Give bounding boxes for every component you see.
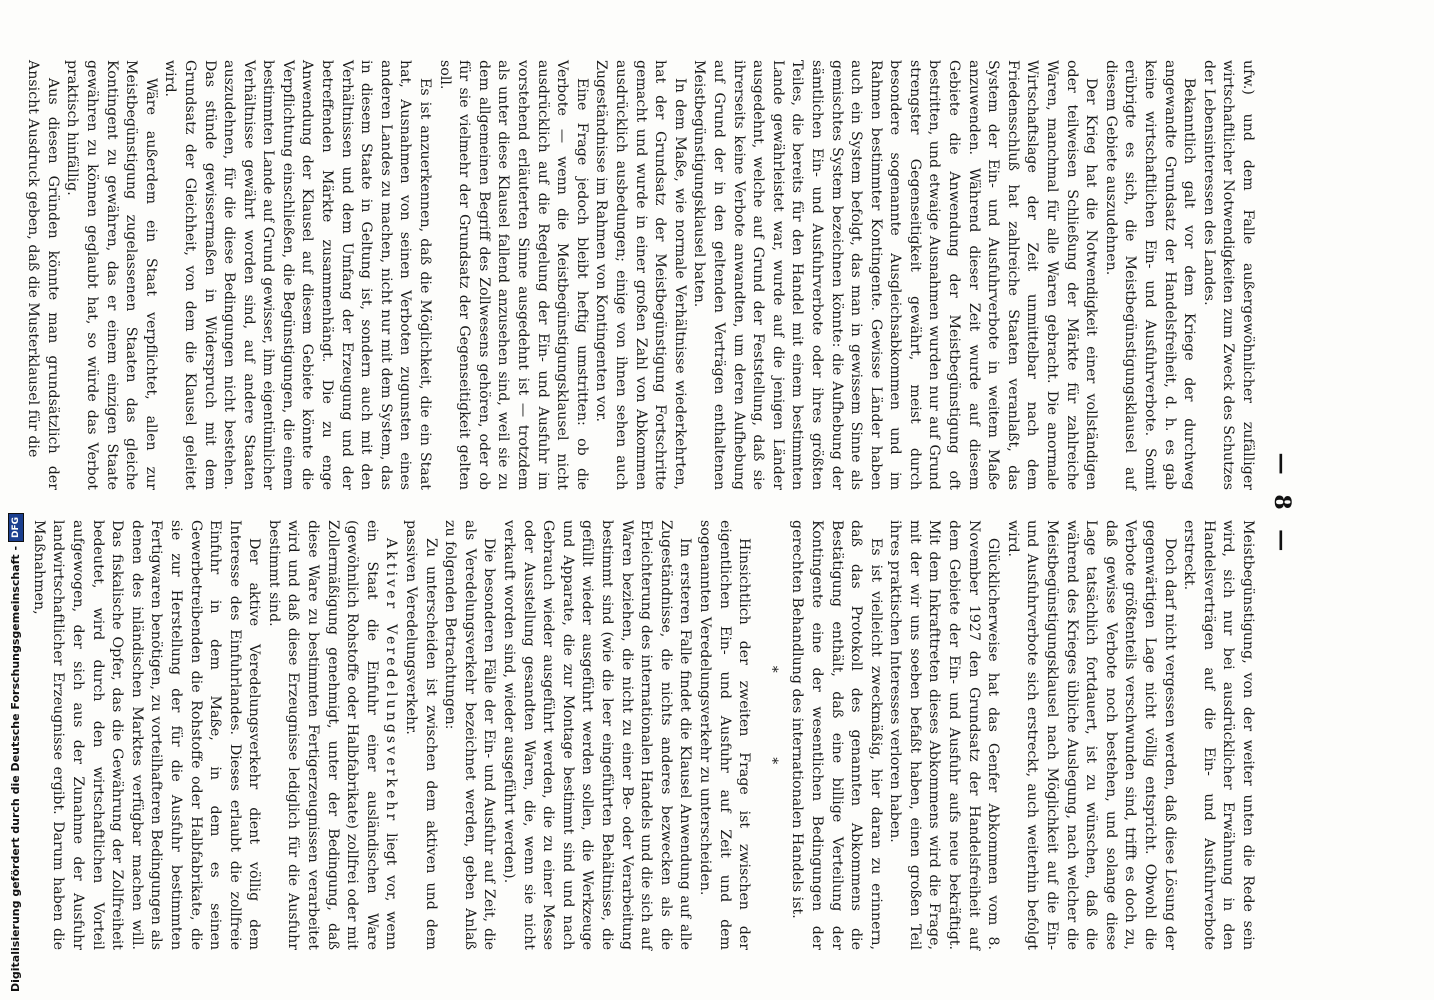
paragraph: Doch darf nicht vergessen werden, daß diese Lösung der gegenwärtigen Lage nicht völlig entspricht. Obwohl die Verbote größtenteils verschwunden sind, trifft es doch zu, daß gewisse Verbote noch bestehen, und solange diese Lage tatsächlich fortdauert, ist zu wünschen, daß die während des Krieges übliche Auslegung, nach welcher die Meistbegünstigungsklausel nach Möglichkeit auf die Ein- und Ausfuhrverbote sich erstreckt, auch weiterhin befolgt wird.: [1004, 520, 1178, 950]
paragraph: Bekanntlich galt vor dem Kriege der durchweg angewandte Grundsatz der Handelsfreiheit, d. h. es gab keine wirtschaftlichen Ein- und Ausfuhrverbote. Somit erübrigte es sich, die Meistbegünstigungsklausel auf diesem Gebiete auszudehnen.: [1102, 60, 1198, 490]
paragraph: Hinsichtlich der zweiten Frage ist zwischen der eigentlichen Ein- und Ausfuhr auf Zeit und dem sogenannten Veredelungsverkehr zu unterscheiden.: [696, 520, 753, 950]
section-separator: * *: [763, 665, 780, 805]
page-number: — 8 —: [1269, 452, 1295, 558]
scanned-page: [25, 60, 1295, 951]
emphasized-term: Aktiver Veredelungsverkehr: [383, 538, 400, 824]
paragraph: In dem Maße, wie normale Verhältnisse wiederkehrten, hat der Grundsatz der Meistbegünstigung Fortschritte gemacht und wurde in einer großen Zahl von Abkommen ausdrücklich ausbedungen; einige von ihnen sehen auch Zugeständnisse im Rahmen von Kontingenten vor.: [593, 60, 688, 490]
paragraph-text: liegt vor, wenn ein Staat die Einfuhr einer ausländischen Ware (gewöhnlich Rohstoffe oder Halbfabrikate) zollfrei oder mit Zollermäßigung genehmigt, unter der Bedingung, daß diese Ware zu bestimmten Fertigerzeugnissen verarbeitet wird und daß diese Erzeugnisse lediglich für die Ausfuhr bestimmt sind.: [265, 520, 400, 951]
stamp-text: Digitalisierung gefördert durch die Deutsche Forschungsgemeinschaft -: [9, 545, 22, 992]
paragraph: Aus diesen Gründen könnte man grundsätzlich der Ansicht Ausdruck geben, daß die Musterklausel für die: [25, 60, 61, 490]
paragraph: Zu unterscheiden ist zwischen dem aktiven und dem passiven Veredelungsverkehr.: [403, 520, 439, 950]
paragraph: Eine Frage jedoch bleibt heftig umstritten: ob die Verbote — wenn die Meistbegünstigungsklausel nicht ausdrücklich auf die Regelung der Ein- und Ausfuhr im vorstehend erläuterten Sinne ausgedehnt ist — trotzdem als unter diese Klausel fallend anzusehen sind, weil sie zu dem allgemeinen Begriff des Zollwesens gehören, oder ob für sie vielmehr der Grundsatz der Gegenseitigkeit gelten soll.: [436, 60, 590, 490]
left-column: [23, 60, 1257, 490]
paragraph: Wäre außerdem ein Staat verpflichtet, allen zur Meistbegünstigung zugelassenen Staaten das gleiche Kontingent zu gewähren, das er einem einzigen Staate gewähren zu können geglaubt hat, so würde das Verbot praktisch hinfällig.: [64, 60, 159, 490]
right-column: [28, 520, 1257, 950]
digitization-stamp: [2, 516, 24, 992]
dfg-logo-icon: DFG: [8, 513, 24, 542]
paragraph: Die besonderen Fälle der Ein- und Ausfuhr auf Zeit, die als Veredelungsverkehr bezeichnet werden, geben Anlaß zu folgenden Betrachtungen:: [442, 520, 498, 950]
paragraph: Es ist vielleicht zweckmäßig, hier daran zu erinnern, daß das Protokoll des genannten Abkommens die Bestätigung enthält, daß eine billige Verteilung der Kontingente eine der wesentlichen Bedingungen der gerechten Behandlung des internationalen Handels ist.: [789, 520, 884, 950]
paragraph: Der Krieg hat die Notwendigkeit einer vollständigen oder teilweisen Schließung der Märkte für zahlreiche Waren, manchmal für alle Waren gebracht. Die anormale Wirtschaftslage der Zeit unmittelbar nach dem Friedensschluß hat zahlreiche Staaten veranlaßt, das System der Ein- und Ausfuhrverbote in weitem Maße anzuwenden. Während dieser Zeit wurde auf diesem Gebiete die Anwendung der Meistbegünstigung oft bestritten, und etwaige Ausnahmen wurden nur auf Grund strengster Gegenseitigkeit gewährt, meist durch besondere sogenannte Ausgleichsabkommen und im Rahmen bestimmter Kontingente. Gewisse Länder haben auch ein System befolgt, das man in gewissem Sinne als gemischtes System bezeichnen könnte: die Aufhebung der sämtlichen Ein- und Ausfuhrverbote oder ihres größten Teiles, die bereits für den Handel mit einem bestimmten Lande gewährleistet war, wurde auf die jenigen Länder ausgedehnt, welche auf Grund der Feststellung, daß sie ihrerseits keine Verbote anwandten, um deren Aufhebung auf Grund der in den geltenden Verträgen enthaltenen Meistbegünstigungsklausel baten.: [691, 60, 1100, 490]
paragraph: Es ist anzuerkennen, daß die Möglichkeit, die ein Staat hat, Ausnahmen von seinen Verboten zugunsten eines anderen Landes zu machen, nicht nur mit dem System, das in diesem Staate in Geltung ist, sondern auch mit den Verhältnissen und dem Umfang der Erzeugung und der betreffenden Märkte zusammenhängt. Die zu enge Anwendung der Klausel auf diesem Gebiete könnte die Verpflichtung einschließen, die Begünstigungen, die einem bestimmten Lande auf Grund gewisser, ihm eigentümlicher Verhältnisse gewährt worden sind, auf andere Staaten auszudehnen, für die diese Bedingungen nicht bestehen. Das stünde gewissermaßen in Widerspruch mit dem Grundsatz der Gleichheit, von dem die Klausel geleitet wird.: [162, 60, 434, 490]
paragraph: Der aktive Veredelungsverkehr dient völlig dem Interesse des Einfuhrlandes. Dieses erlaubt die zollfreie Einfuhr in dem Maße, in dem es seinen Gewerbetreibenden die Rohstoffe oder Halbfabrikate, die sie zur Herstellung der für die Ausfuhr bestimmten Fertigwaren benötigen, zu vorteilhafteren Bedingungen als denen des inländischen Marktes verfügbar machen will. Das fiskalische Opfer, das die Gewährung der Zollfreiheit bedeutet, wird durch den wirtschaftlichen Vorteil aufgewogen, der sich aus der Zunahme der Ausfuhr landwirtschaftlicher Erzeugnisse ergibt. Darum haben die Maßnahmen,: [30, 520, 263, 950]
paragraph: Meistbegünstigung, von der weiter unten die Rede sein wird, sich nur bei ausdrücklicher Erwähnung in den Handelsverträgen auf die Ein- und Ausfuhrverbote erstreckt.: [1181, 520, 1256, 950]
paragraph: Glücklicherweise hat das Genfer Abkommen vom 8. November 1927 den Grundsatz der Handelsfreiheit auf dem Gebiete der Ein- und Ausfuhr aufs neue bekräftigt. Mit dem Inkrafttreten dieses Abkommens wird die Frage, mit der wir uns soeben befaßt haben, einen großen Teil ihres praktischen Interesses verloren haben.: [887, 520, 1002, 950]
paragraph: Im ersteren Falle findet die Klausel Anwendung auf alle Zugeständnisse, die nichts anderes bezwecken als die Erleichterung des internationalen Handels und die sich auf Waren beziehen, die nicht zu einer Be- oder Verarbeitung bestimmt sind (wie die leer eingeführten Behältnisse, die gefüllt wieder ausgeführt werden sollen, die Werkzeuge und Apparate, die zur Montage bestimmt sind und nach Gebrauch wieder ausgeführt werden, die zu einer Messe oder Ausstellung gesandten Waren, die, wenn sie nicht verkauft worden sind, wieder ausgeführt werden).: [501, 520, 694, 950]
paragraph: [263, 520, 400, 950]
paragraph: ufw.) und dem Falle außergewöhnlicher zufälliger wirtschaftlicher Notwendigkeiten zum Zweck des Schutzes der Lebensinteressen des Landes.: [1200, 60, 1256, 490]
